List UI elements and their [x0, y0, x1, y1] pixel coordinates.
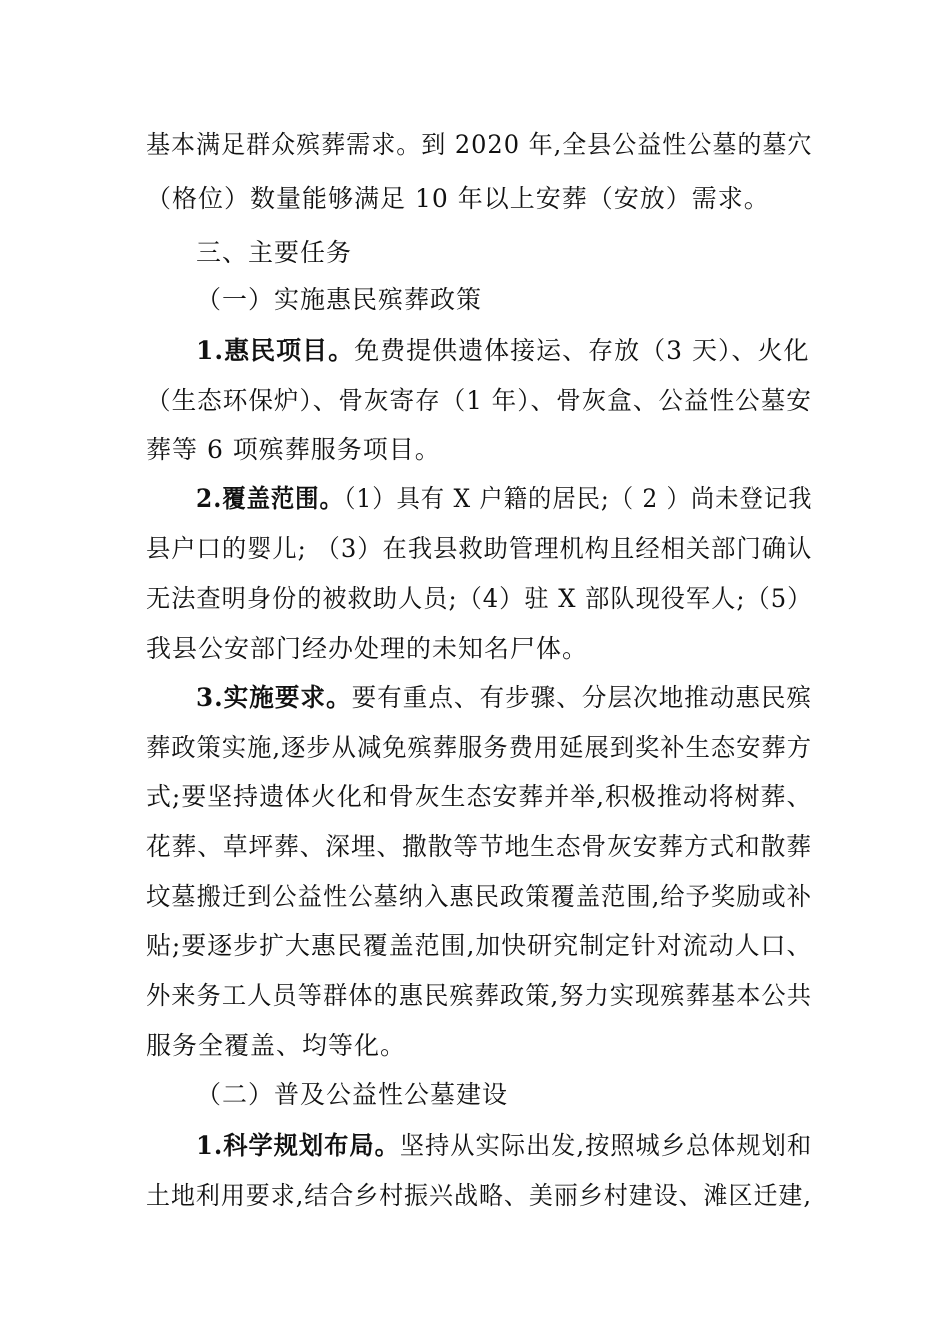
body-line: 葬等 6 项殡葬服务项目。: [146, 435, 441, 464]
item-text: 免费提供遗体接运、存放（3 天）、火化: [354, 336, 810, 365]
body-line: 外来务工人员等群体的惠民殡葬政策,努力实现殡葬基本公共: [146, 981, 812, 1010]
body-line: 花葬、草坪葬、深埋、撒散等节地生态骨灰安葬方式和散葬: [146, 832, 813, 861]
item-title: 2.覆盖范围。: [196, 484, 344, 513]
body-line: 我县公安部门经办处理的未知名尸体。: [146, 634, 589, 663]
item-title: 3.实施要求。: [196, 683, 352, 712]
body-line: 贴;要逐步扩大惠民覆盖范围,加快研究制定针对流动人口、: [146, 931, 813, 960]
body-line: 式;要坚持遗体火化和骨灰生态安葬并举,积极推动将树葬、: [146, 782, 813, 811]
item-line: [196, 1129, 812, 1163]
item-text: 坚持从实际出发,按照城乡总体规划和: [399, 1131, 813, 1160]
item-text: 要有重点、有步骤、分层次地推动惠民殡: [351, 683, 813, 712]
body-line: 基本满足群众殡葬需求。到 2020 年,全县公益性公墓的墓穴: [146, 130, 813, 159]
item-line: [196, 482, 812, 516]
subsection-heading: （一）实施惠民殡葬政策: [196, 285, 483, 314]
item-line: [196, 681, 812, 715]
body-line: 无法查明身份的被救助人员;（4）驻 X 部队现役军人;（5）: [146, 584, 813, 613]
body-line: （格位）数量能够满足 10 年以上安葬（安放）需求。: [146, 184, 770, 213]
item-title: 1.惠民项目。: [196, 336, 355, 365]
item-text: （1）具有 X 户籍的居民;（ 2 ）尚未登记我: [343, 484, 813, 513]
body-line: 葬政策实施,逐步从减免殡葬服务费用延展到奖补生态安葬方: [146, 733, 812, 762]
body-line: 县户口的婴儿; （3）在我县救助管理机构且经相关部门确认: [146, 534, 813, 563]
body-line: 服务全覆盖、均等化。: [146, 1031, 407, 1060]
body-line: 坟墓搬迁到公益性公墓纳入惠民政策覆盖范围,给予奖励或补: [146, 882, 812, 911]
body-line: 土地利用要求,结合乡村振兴战略、美丽乡村建设、滩区迁建,: [146, 1181, 812, 1210]
item-line: [196, 334, 809, 368]
body-line: （生态环保炉）、骨灰寄存（1 年）、骨灰盒、公益性公墓安: [146, 386, 812, 415]
subsection-heading: （二）普及公益性公墓建设: [196, 1080, 509, 1109]
section-heading: 三、主要任务: [196, 238, 353, 267]
item-title: 1.科学规划布局。: [196, 1131, 400, 1160]
